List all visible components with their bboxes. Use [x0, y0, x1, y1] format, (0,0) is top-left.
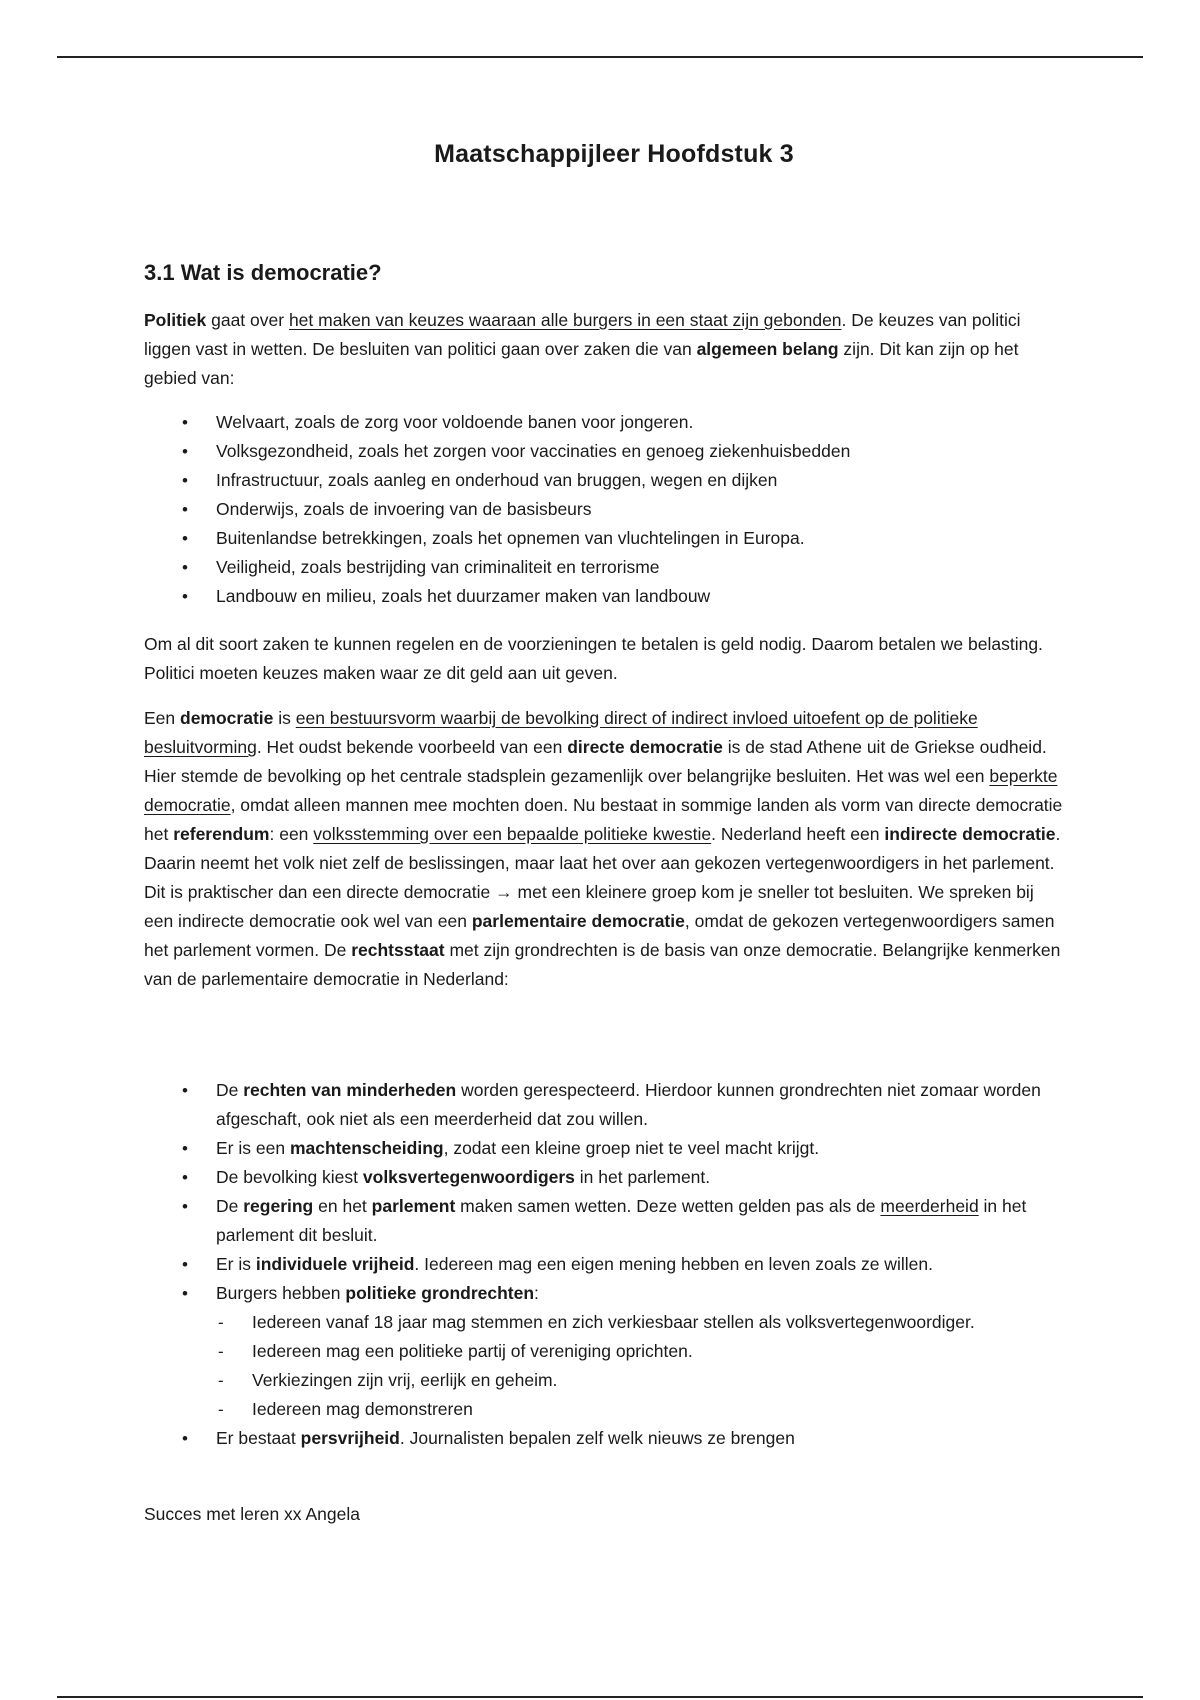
- definition-politiek: het maken van keuzes waaraan alle burgers in een staat zijn gebonden: [288, 310, 842, 330]
- policy-areas-list: [144, 408, 1044, 611]
- sub-list-item: - Iedereen mag demonstreren: [216, 1395, 1044, 1424]
- list-item: • Er bestaat persvrijheid. Journalisten bepalen zelf welk nieuws ze brengen: [144, 1424, 1044, 1453]
- list-item: • Er is individuele vrijheid. Iedereen mag een eigen mening hebben en leven zoals ze willen.: [144, 1250, 1044, 1279]
- term-algemeen-belang: algemeen belang: [696, 339, 839, 359]
- list-item: • Welvaart, zoals de zorg voor voldoende banen voor jongeren.: [144, 408, 1044, 437]
- list-item: • Veiligheid, zoals bestrijding van criminaliteit en terrorisme: [144, 553, 1044, 582]
- list-item: • Onderwijs, zoals de invoering van de basisbeurs: [144, 495, 1044, 524]
- grondrechten-sublist: [216, 1308, 1044, 1424]
- term-politiek: Politiek: [144, 310, 207, 330]
- list-item: • Volksgezondheid, zoals het zorgen voor vaccinaties en genoeg ziekenhuisbedden: [144, 437, 1044, 466]
- tax-paragraph: Om al dit soort zaken te kunnen regelen en de voorzieningen te betalen is geld nodig. Daarom betalen we belasting. Politici moeten keuzes maken waar ze dit geld aan uit geven.: [144, 634, 1043, 683]
- sub-list-item: - Iedereen mag een politieke partij of vereniging oprichten.: [216, 1337, 1044, 1366]
- document-body: [144, 140, 1064, 1524]
- list-item: • Infrastructuur, zoals aanleg en onderhoud van bruggen, wegen en dijken: [144, 466, 1044, 495]
- footer-rule: [57, 1696, 1143, 1698]
- list-item: • Burgers hebben politieke grondrechten: - Iedereen vanaf 18 jaar mag stemmen en zich verkiesbaar stellen als volksvertegenwoordiger. - Iedereen mag een politieke partij of vereniging oprichten. - Verkiezingen zijn vrij, eerlijk en geheim. - Iedereen mag demonstreren: [144, 1279, 1044, 1424]
- page-title: Maatschappijleer Hoofdstuk 3: [434, 140, 794, 168]
- features-list: [144, 1076, 1044, 1453]
- democracy-paragraph: Een democratie is een bestuursvorm waarbij de bevolking direct of indirect invloed uitoefent op de politieke besluitvorming. Het oudst bekende voorbeeld van een directe democratie is de stad Athene uit de Griekse oudheid. Hier stemde de bevolking op het centrale stadsplein gezamenlijk over belangrijke besluiten. Het was wel een beperkte democratie, omdat alleen mannen mee mochten doen. Nu bestaat in sommige landen als vorm van directe democratie het referendum: een volksstemming over een bepaalde politieke kwestie. Nederland heeft een indirecte democratie. Daarin neemt het volk niet zelf de beslissingen, maar laat het over aan gekozen vertegenwoordigers in het parlement. Dit is praktischer dan een directe democratie → met een kleinere groep kom je sneller tot besluiten. We spreken bij een indirecte democratie ook wel van een parlementaire democratie, omdat de gekozen vertegenwoordigers samen het parlement vormen. De rechtsstaat met zijn grondrechten is de basis van onze democratie. Belangrijke kenmerken van de parlementaire democratie in Nederland:: [144, 708, 1063, 989]
- header-rule: [57, 56, 1143, 58]
- closing-line: Succes met leren xx Angela: [144, 1504, 360, 1524]
- list-item: • De regering en het parlement maken samen wetten. Deze wetten gelden pas als de meerderheid in het parlement dit besluit.: [144, 1192, 1044, 1250]
- list-item: • Buitenlandse betrekkingen, zoals het opnemen van vluchtelingen in Europa.: [144, 524, 1044, 553]
- list-item: • De rechten van minderheden worden gerespecteerd. Hierdoor kunnen grondrechten niet zomaar worden afgeschaft, ook niet als een meerderheid dat zou willen.: [144, 1076, 1044, 1134]
- section-heading: 3.1 Wat is democratie?: [144, 260, 382, 285]
- sub-list-item: - Verkiezingen zijn vrij, eerlijk en geheim.: [216, 1366, 1044, 1395]
- arrow-right-icon: →: [495, 882, 513, 902]
- list-item: • Landbouw en milieu, zoals het duurzamer maken van landbouw: [144, 582, 1044, 611]
- list-item: • De bevolking kiest volksvertegenwoordigers in het parlement.: [144, 1163, 1044, 1192]
- list-item: • Er is een machtenscheiding, zodat een kleine groep niet te veel macht krijgt.: [144, 1134, 1044, 1163]
- intro-paragraph: Politiek gaat over het maken van keuzes waaraan alle burgers in een staat zijn gebonden. De keuzes van politici liggen vast in wetten. De besluiten van politici gaan over zaken die van algemeen belang zijn. Dit kan zijn op het gebied van:: [144, 310, 1021, 388]
- sub-list-item: - Iedereen vanaf 18 jaar mag stemmen en zich verkiesbaar stellen als volksvertegenwoordiger.: [216, 1308, 1044, 1337]
